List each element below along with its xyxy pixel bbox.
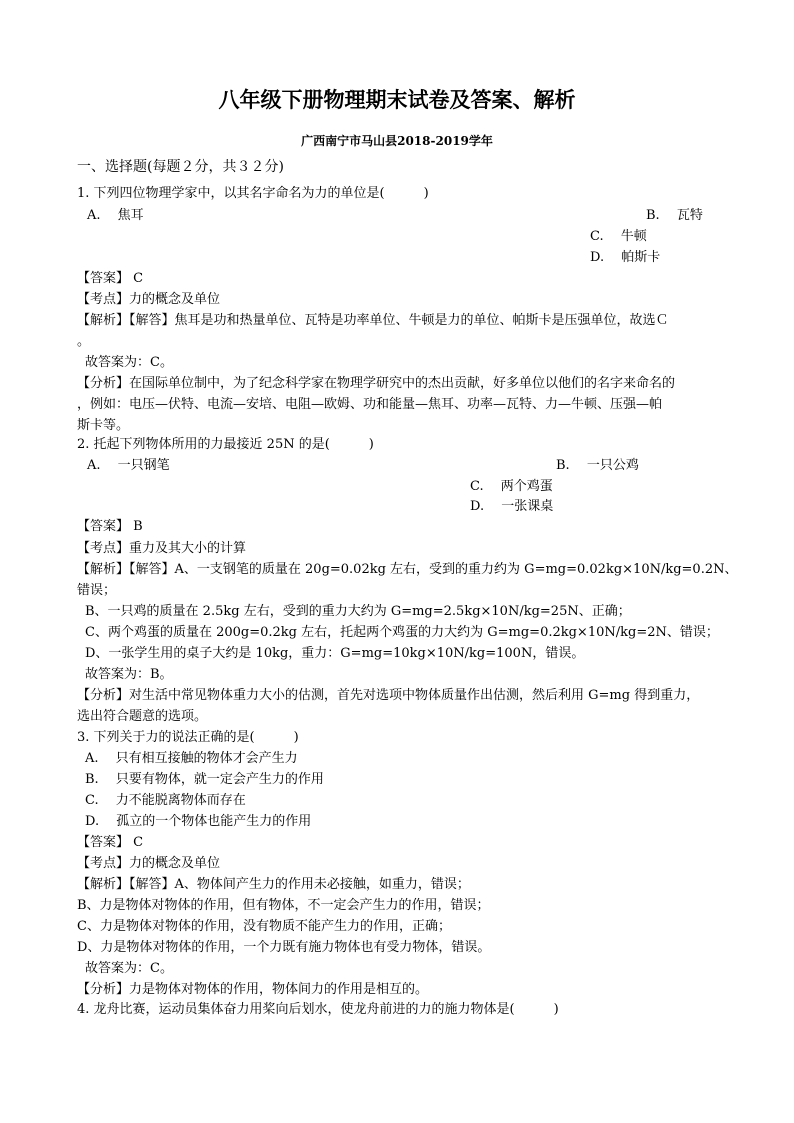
q2-answer: 【答案】 B xyxy=(77,519,143,534)
q3-answer: 【答案】 C xyxy=(77,835,144,850)
section-heading: 一、选择题(每题２分，共３２分) xyxy=(77,159,284,175)
q2-stem: 2. 托起下列物体所用的力最接近 25N 的是( ) xyxy=(77,437,374,452)
q1-comment-cont: ，例如：电压—伏特、电流—安培、电阻—欧姆、功和能量—焦耳、功率—瓦特、力—牛顿、压强—帕 xyxy=(77,397,663,412)
q4-stem: 4. 龙舟比赛，运动员集体奋力用桨向后划水，使龙舟前进的力的施力物体是( ) xyxy=(77,1002,559,1017)
q3-option-d: D. 孤立的一个物体也能产生力的作用 xyxy=(85,814,312,829)
page-subtitle: 广西南宁市马山县2018-2019学年 xyxy=(301,134,493,148)
q2-topic: 【考点】重力及其大小的计算 xyxy=(77,541,247,556)
q2-analysis-c: C、两个鸡蛋的质量在 200g=0.2kg 左右，托起两个鸡蛋的力大约为 G=mg=0.2kg×10N/kg=2N、错误； xyxy=(85,625,719,640)
q1-option-d: D. 帕斯卡 xyxy=(590,250,661,265)
q3-option-a: A. 只有相互接触的物体才会产生力 xyxy=(85,751,298,766)
q1-topic: 【考点】力的概念及单位 xyxy=(77,292,221,307)
q1-option-c: C. 牛顿 xyxy=(590,229,647,244)
q1-final-answer: 故答案为：C。 xyxy=(85,355,173,370)
q1-comment-cont2: 斯卡等。 xyxy=(77,418,130,433)
q2-comment-cont: 选出符合题意的选项。 xyxy=(77,709,208,724)
q3-topic: 【考点】力的概念及单位 xyxy=(77,856,221,871)
q1-analysis-cont: 。 xyxy=(77,334,91,349)
q2-analysis-b: B、一只鸡的质量在 2.5kg 左右，受到的重力大约为 G=mg=2.5kg×10N/kg=25N、正确； xyxy=(85,604,631,619)
q3-option-b: B. 只要有物体，就一定会产生力的作用 xyxy=(85,772,324,787)
q2-option-c: C. 两个鸡蛋 xyxy=(470,479,553,494)
q2-analysis: 【解析】【解答】A、一支钢笔的质量在 20g=0.02kg 左右，受到的重力约为 G=mg=0.02kg×10N/kg=0.2N、 xyxy=(77,562,738,577)
q2-analysis-cont: 错误； xyxy=(77,583,117,598)
q1-analysis: 【解析】【解答】焦耳是功和热量单位、瓦特是功率单位、牛顿是力的单位、帕斯卡是压强单位，故选Ｃ xyxy=(77,313,669,328)
q2-comment: 【分析】对生活中常见物体重力大小的估测，首先对选项中物体质量作出估测，然后利用 G=mg 得到重力， xyxy=(77,688,700,703)
q3-comment: 【分析】力是物体对物体的作用，物体间力的作用是相互的。 xyxy=(77,982,429,997)
q2-option-d: D. 一张课桌 xyxy=(470,499,554,514)
q1-option-b: B. 瓦特 xyxy=(646,208,703,223)
q3-analysis-d: D、力是物体对物体的作用，一个力既有施力物体也有受力物体，错误。 xyxy=(77,940,491,955)
q2-option-a: A. 一只钢笔 xyxy=(87,458,170,473)
q2-final-answer: 故答案为：B。 xyxy=(85,667,173,682)
page-title: 八年级下册物理期末试卷及答案、解析 xyxy=(218,88,576,112)
q2-analysis-d: D、一张学生用的桌子大约是 10kg，重力：G=mg=10kg×10N/kg=100N，错误。 xyxy=(85,646,585,661)
q3-analysis-b: B、力是物体对物体的作用，但有物体，不一定会产生力的作用，错误； xyxy=(77,898,490,913)
q3-stem: 3. 下列关于力的说法正确的是( ) xyxy=(77,730,299,745)
q1-option-a: A. 焦耳 xyxy=(87,208,144,223)
q1-stem: 1. 下列四位物理学家中，以其名字命名为力的单位是( ) xyxy=(77,186,429,201)
q3-final-answer: 故答案为：C。 xyxy=(85,961,173,976)
q2-option-b: B. 一只公鸡 xyxy=(556,458,639,473)
q3-analysis: 【解析】【解答】A、物体间产生力的作用未必接触，如重力，错误； xyxy=(77,877,470,892)
q1-answer: 【答案】 C xyxy=(77,271,144,286)
q3-option-c: C. 力不能脱离物体而存在 xyxy=(85,793,246,808)
q3-analysis-c: C、力是物体对物体的作用，没有物质不能产生力的作用，正确； xyxy=(77,919,451,934)
q1-comment: 【分析】在国际单位制中，为了纪念科学家在物理学研究中的杰出贡献，好多单位以他们的名字来命名的 xyxy=(77,376,676,391)
